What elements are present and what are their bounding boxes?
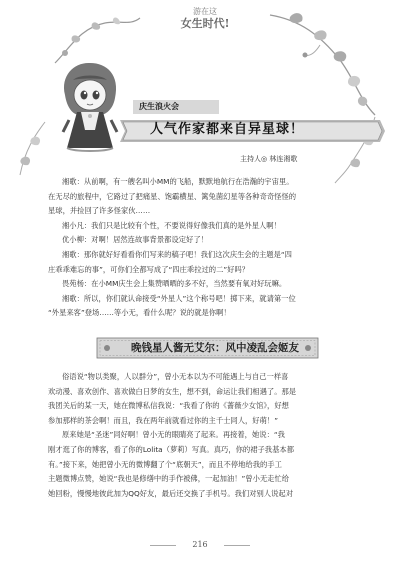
body-line: 星球，并捡回了许多怪家伙……: [48, 206, 151, 216]
article-title: 人气作家都来自异星球！: [150, 122, 305, 137]
host-name: 林连湘歌: [269, 155, 298, 163]
body-line: 俗语说“物以类聚，人以群分”，曾小无本以为不可能遇上与自己一样喜: [62, 372, 289, 381]
body-line: 湘歌：那你就好好看看你们写来的稿子吧！我们这次庆生会的主题是“四: [62, 249, 292, 259]
article-body-bottom: [48, 370, 368, 501]
host-label: 主持人◎: [240, 155, 268, 163]
body-line: 参加那样的茶会啊！而且，我在两年前就看过你的主千士同人，好萌！”: [48, 415, 278, 425]
body-line: 主题微博点赞，她说“我也是修缮中的手作被佛，一起加油！”曾小无走忙给: [48, 474, 290, 484]
body-line: 湘歌：从前啊，有一艘名叫小MM的飞船，默默地航行在浩瀚的宇宙里。: [62, 177, 294, 186]
chibi-character-illustration: [55, 60, 125, 155]
header-main-text: 女生时代!: [180, 17, 230, 30]
body-line: 优小柳：对啊！居然连故事背景都设定好了！: [62, 235, 208, 245]
magazine-header: [150, 6, 260, 44]
column-tag: 庆生浪火会: [133, 100, 219, 114]
section-title: 晚钱星人酱无艾尔：风中凌乱会姬友: [131, 342, 299, 354]
body-line: 庄乖乖难忘的事”，可你们全都写成了“四庄乖拉过的二”好吗？: [48, 264, 250, 274]
body-line: 湘小凡：我们只是比较有个性，不要说得好像我们真的是外星人啊！: [62, 220, 281, 230]
body-line: 畏苑杨：在小MM庆生会上集赞晒晒的多不好，当然要有氧对好玩嘛。: [62, 279, 287, 289]
body-line: 刚才逛了你的博客，看了你的Lolita（萝莉）写真。真巧，你的裙子我基本都: [48, 444, 294, 454]
page-number: 216: [192, 540, 208, 549]
page-number-rule: [150, 545, 176, 546]
body-line: 我团关后的某一天，她在微博私信我说：“我看了你的《蔷薇少女馆》，好想: [48, 401, 289, 411]
body-line: 在无尽的旅程中，它路过了把痛星、饱霸横星、篱兔菌幻星等各种奇奇怪怪的: [48, 191, 297, 201]
body-line: 有。”接下来，她把曾小无的微博翻了个“底朝天”，而且不停地给我的手工: [48, 459, 282, 469]
host-credit: [240, 154, 297, 164]
header-small-text: 游在这: [193, 7, 217, 16]
body-line: “外星来客”登场……等小无，看什么呢？说的就是你啊！: [48, 308, 231, 318]
body-line: 原来她是“圣迷”同好啊！曾小无的眼睛亮了起来。再接着，她说：“我: [62, 430, 285, 440]
vine-ornament-icon: [10, 120, 50, 180]
page-number-rule: [224, 545, 250, 546]
article-body-top: [48, 175, 368, 321]
vine-ornament-icon: [50, 8, 145, 68]
body-line: 湘歌：所以，你们就认命接受“外星人”这个称号吧！掷下来，就请第一位: [62, 293, 296, 303]
body-line: 欢动漫、喜欢创作、喜欢做白日梦的女生，想不到，命运让我们相遇了。那是: [48, 386, 297, 396]
vine-ornament-icon: [260, 5, 380, 120]
body-line: 她回粉，慢慢地彼此加为QQ好友，最后还交换了手机号。我们对别人说起对: [48, 488, 293, 498]
